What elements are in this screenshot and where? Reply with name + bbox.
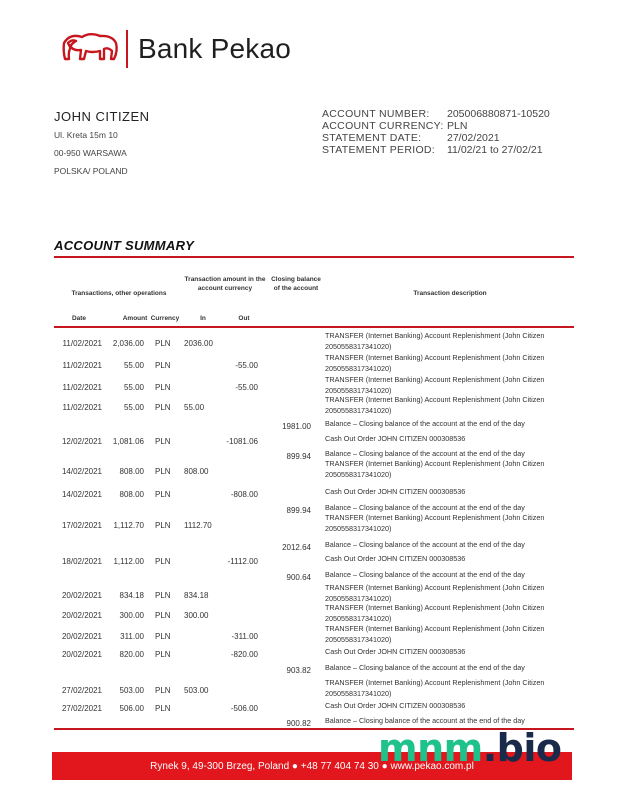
cell-out: -1112.00 xyxy=(227,557,258,566)
cell-amount: 820.00 xyxy=(119,650,144,659)
header-amount-line2: account currency xyxy=(197,285,253,292)
description-line1: Balance – Closing balance of the account at the end of the day xyxy=(325,663,525,672)
account-info xyxy=(322,108,550,156)
description-line1: Cash Out Order JOHN CITIZEN 000308536 xyxy=(325,701,466,710)
cell-description xyxy=(325,553,565,564)
customer-name: JOHN CITIZEN xyxy=(54,109,150,124)
customer-city: 00-950 WARSAWA xyxy=(54,148,127,158)
cell-currency: PLN xyxy=(155,383,171,392)
cell-balance: 900.64 xyxy=(286,573,311,582)
description-line1: Balance – Closing balance of the account at the end of the day xyxy=(325,419,525,428)
cell-currency: PLN xyxy=(155,467,171,476)
cell-out: -820.00 xyxy=(230,650,258,659)
description-line2: 2050558317341020) xyxy=(325,635,392,644)
cell-description xyxy=(325,433,565,444)
cell-amount: 503.00 xyxy=(119,686,144,695)
bank-logo xyxy=(60,28,291,70)
cell-currency: PLN xyxy=(155,437,171,446)
description-line2: 2050558317341020) xyxy=(325,689,392,698)
description-line1: TRANSFER (Internet Banking) Account Replenishment (John Citizen xyxy=(325,331,545,340)
cell-description xyxy=(325,486,565,497)
description-line1: TRANSFER (Internet Banking) Account Replenishment (John Citizen xyxy=(325,624,545,633)
bison-logo-icon xyxy=(60,29,120,69)
summary-rule-top xyxy=(54,256,574,258)
description-line1: Cash Out Order JOHN CITIZEN 000308536 xyxy=(325,554,466,563)
cell-amount: 506.00 xyxy=(119,704,144,713)
cell-amount: 1,112.00 xyxy=(113,557,144,566)
cell-date: 18/02/2021 xyxy=(61,557,102,566)
cell-description xyxy=(325,582,565,604)
description-line2: 2050558317341020) xyxy=(325,342,392,351)
header-balance-line1: Closing balance xyxy=(271,276,321,283)
header-amount xyxy=(180,275,270,293)
cell-description xyxy=(325,623,565,645)
cell-currency: PLN xyxy=(155,521,171,530)
cell-currency: PLN xyxy=(155,339,171,348)
cell-date: 11/02/2021 xyxy=(62,383,102,392)
cell-date: 27/02/2021 xyxy=(61,686,102,695)
cell-in: 834.18 xyxy=(184,591,209,600)
cell-description xyxy=(325,569,565,580)
cell-currency: PLN xyxy=(155,591,171,600)
cell-out: -808.00 xyxy=(230,490,258,499)
watermark-part2: .bio xyxy=(482,726,562,770)
cell-currency: PLN xyxy=(155,632,171,641)
cell-amount: 55.00 xyxy=(123,361,144,370)
cell-amount: 808.00 xyxy=(119,490,144,499)
cell-amount: 808.00 xyxy=(119,467,144,476)
cell-out: -311.00 xyxy=(231,632,258,641)
cell-currency: PLN xyxy=(155,403,171,412)
cell-currency: PLN xyxy=(155,704,171,713)
customer-country: POLSKA/ POLAND xyxy=(54,166,128,176)
cell-balance: 2012.64 xyxy=(282,543,311,552)
cell-balance: 899.94 xyxy=(286,506,311,515)
cell-description xyxy=(325,539,565,550)
cell-currency: PLN xyxy=(155,361,171,370)
cell-amount: 834.18 xyxy=(119,591,144,600)
statement-period-label: STATEMENT PERIOD: xyxy=(322,144,436,156)
cell-description xyxy=(325,458,565,480)
cell-amount: 1,112.70 xyxy=(113,521,144,530)
cell-amount: 55.00 xyxy=(123,383,144,392)
cell-description xyxy=(325,352,565,374)
cell-currency: PLN xyxy=(155,490,171,499)
description-line1: TRANSFER (Internet Banking) Account Replenishment (John Citizen xyxy=(325,603,545,612)
description-line2: 2050558317341020) xyxy=(325,406,392,415)
footer-text: Rynek 9, 49-300 Brzeg, Poland ● +48 77 404 74 30 ● www.pekao.com.pl xyxy=(150,760,474,772)
cell-amount: 311.00 xyxy=(120,632,144,641)
description-line1: Balance – Closing balance of the account at the end of the day xyxy=(325,570,525,579)
cell-description xyxy=(325,715,565,726)
cell-date: 20/02/2021 xyxy=(61,632,102,641)
description-line1: Balance – Closing balance of the account at the end of the day xyxy=(325,540,525,549)
cell-date: 12/02/2021 xyxy=(61,437,102,446)
cell-balance: 1981.00 xyxy=(282,422,311,431)
customer-street: Ul. Kreta 15m 10 xyxy=(54,130,118,140)
description-line1: TRANSFER (Internet Banking) Account Replenishment (John Citizen xyxy=(325,459,545,468)
cell-currency: PLN xyxy=(155,611,171,620)
account-number: 205006880871-10520 xyxy=(447,108,550,120)
description-line2: 2050558317341020) xyxy=(325,386,392,395)
cell-date: 14/02/2021 xyxy=(61,467,102,476)
cell-description xyxy=(325,512,565,534)
header-balance-line2: of the account xyxy=(273,285,319,292)
cell-balance: 900.82 xyxy=(286,719,311,728)
cell-description xyxy=(325,330,565,352)
col-amount: Amount xyxy=(122,315,148,322)
description-line2: 2050558317341020) xyxy=(325,614,392,623)
cell-date: 20/02/2021 xyxy=(61,591,102,600)
cell-description xyxy=(325,418,565,429)
statement-period: 11/02/21 to 27/02/21 xyxy=(447,144,543,156)
description-line2: 2050558317341020) xyxy=(325,594,392,603)
watermark-part1: mnm xyxy=(378,726,483,770)
cell-balance: 903.82 xyxy=(286,666,311,675)
watermark xyxy=(378,726,562,770)
description-line1: TRANSFER (Internet Banking) Account Replenishment (John Citizen xyxy=(325,513,545,522)
cell-out: -55.00 xyxy=(235,361,258,370)
cell-currency: PLN xyxy=(155,686,171,695)
cell-date: 11/02/2021 xyxy=(62,361,102,370)
cell-date: 11/02/2021 xyxy=(62,403,102,412)
logo-divider xyxy=(126,30,128,68)
cell-date: 11/02/2021 xyxy=(62,339,102,348)
cell-balance: 899.94 xyxy=(286,452,311,461)
cell-in: 1112.70 xyxy=(184,521,212,530)
cell-date: 14/02/2021 xyxy=(61,490,102,499)
cell-out: -55.00 xyxy=(235,383,258,392)
cell-currency: PLN xyxy=(155,650,171,659)
cell-currency: PLN xyxy=(155,557,171,566)
statement-date-label: STATEMENT DATE: xyxy=(322,132,422,144)
description-line1: Balance – Closing balance of the account at the end of the day xyxy=(325,503,525,512)
description-line2: 2050558317341020) xyxy=(325,364,392,373)
col-out: Out xyxy=(238,315,250,322)
cell-amount: 55.00 xyxy=(123,403,144,412)
brand-name: Bank Pekao xyxy=(138,33,291,64)
statement-date: 27/02/2021 xyxy=(447,132,500,144)
cell-out: -506.00 xyxy=(230,704,258,713)
account-currency-label: ACCOUNT CURRENCY: xyxy=(322,120,444,132)
description-line1: TRANSFER (Internet Banking) Account Replenishment (John Citizen xyxy=(325,583,545,592)
cell-in: 2036.00 xyxy=(184,339,213,348)
cell-date: 20/02/2021 xyxy=(61,650,102,659)
cell-description xyxy=(325,677,565,699)
cell-date: 27/02/2021 xyxy=(61,704,102,713)
header-balance xyxy=(268,275,324,293)
description-line2: 2050558317341020) xyxy=(325,470,392,479)
description-line1: Cash Out Order JOHN CITIZEN 000308536 xyxy=(325,487,466,496)
cell-in: 503.00 xyxy=(184,686,209,695)
col-date: Date xyxy=(71,315,87,322)
col-currency: Currency xyxy=(150,315,180,322)
cell-in: 300.00 xyxy=(184,611,209,620)
col-in: In xyxy=(200,315,206,322)
cell-description xyxy=(325,394,565,416)
description-line2: 2050558317341020) xyxy=(325,524,392,533)
customer-address xyxy=(54,109,150,184)
cell-date: 20/02/2021 xyxy=(61,611,102,620)
cell-in: 55.00 xyxy=(184,403,205,412)
account-number-label: ACCOUNT NUMBER: xyxy=(322,108,430,120)
description-line1: TRANSFER (Internet Banking) Account Replenishment (John Citizen xyxy=(325,395,545,404)
cell-amount: 2,036.00 xyxy=(112,339,144,348)
cell-description xyxy=(325,646,565,657)
cell-description xyxy=(325,602,565,624)
cell-date: 17/02/2021 xyxy=(61,521,102,530)
table-header-rule xyxy=(54,326,574,328)
cell-out: -1081.06 xyxy=(226,437,258,446)
description-line1: Cash Out Order JOHN CITIZEN 000308536 xyxy=(325,434,466,443)
header-transactions: Transactions, other operations xyxy=(71,290,167,297)
summary-title: ACCOUNT SUMMARY xyxy=(54,238,195,253)
description-line1: Cash Out Order JOHN CITIZEN 000308536 xyxy=(325,647,466,656)
account-currency: PLN xyxy=(447,120,468,132)
description-line1: TRANSFER (Internet Banking) Account Replenishment (John Citizen xyxy=(325,375,545,384)
cell-in: 808.00 xyxy=(184,467,209,476)
description-line1: TRANSFER (Internet Banking) Account Replenishment (John Citizen xyxy=(325,678,545,687)
cell-description xyxy=(325,662,565,673)
cell-amount: 1,081.06 xyxy=(112,437,144,446)
header-description: Transaction description xyxy=(413,290,487,297)
description-line1: TRANSFER (Internet Banking) Account Replenishment (John Citizen xyxy=(325,353,545,362)
header-amount-line1: Transaction amount in the xyxy=(184,276,266,283)
description-line1: Balance – Closing balance of the account at the end of the day xyxy=(325,716,525,725)
cell-description xyxy=(325,374,565,396)
description-line1: Balance – Closing balance of the account at the end of the day xyxy=(325,449,525,458)
cell-description xyxy=(325,700,565,711)
cell-amount: 300.00 xyxy=(119,611,144,620)
